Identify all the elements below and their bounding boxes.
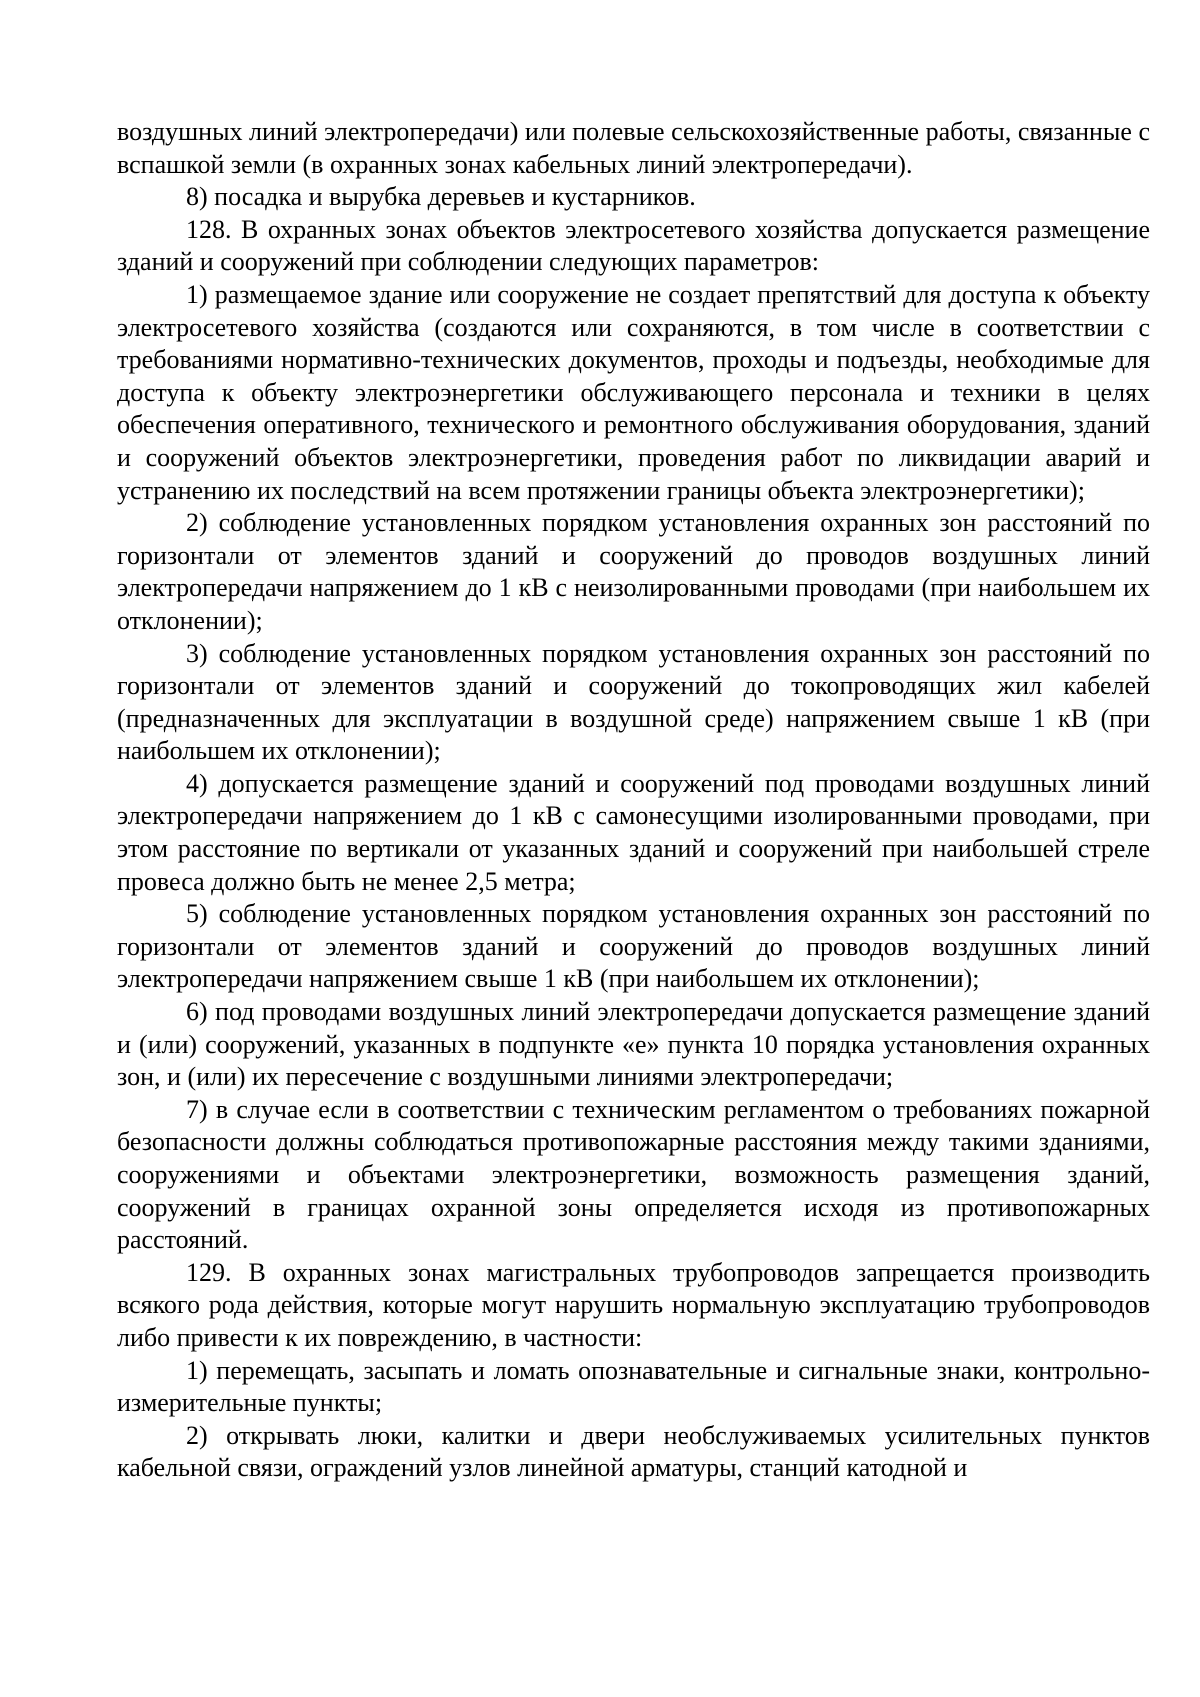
paragraph-128-item-7: 7) в случае если в соответствии с техническим регламентом о требованиях пожарной безопасности должны соблюдаться противопожарные расстояния между такими зданиями, сооружениями и объектами электроэнергетики, возможность размещения зданий, сооружений в границах охранной зоны определяется исходя из противопожарных расстояний. (117, 1094, 1150, 1255)
paragraph-continuation: воздушных линий электропередачи) или полевые сельскохозяйственные работы, связанные с вспашкой земли (в охранных зонах кабельных линий электропередачи). (117, 117, 1150, 179)
paragraph-128-item-4: 4) допускается размещение зданий и сооружений под проводами воздушных линий электропередачи напряжением до 1 кВ с самонесущими изолированными проводами, при этом расстояние по вертикали от указанных зданий и сооружений при наибольшей стреле провеса должно быть не менее 2,5 метра; (117, 768, 1150, 896)
paragraph-item-8: 8) посадка и вырубка деревьев и кустарников. (186, 182, 696, 212)
paragraph-129: 129. В охранных зонах магистральных трубопроводов запрещается производить всякого рода действия, которые могут нарушить нормальную эксплуатацию трубопроводов либо привести к их повреждению, в частности: (117, 1257, 1150, 1352)
paragraph-129-item-1: 1) перемещать, засыпать и ломать опознавательные и сигнальные знаки, контрольно-измерительные пункты; (117, 1355, 1150, 1418)
paragraph-128: 128. В охранных зонах объектов электросетевого хозяйства допускается размещение зданий и сооружений при соблюдении следующих параметров: (117, 214, 1150, 277)
paragraph-128-item-1: 1) размещаемое здание или сооружение не создает препятствий для доступа к объекту электросетевого хозяйства (создаются или сохраняются, в том числе в соответствии с требованиями нормативно-технических документов, проходы и подъезды, необходимые для доступа к объекту электроэнергетики обслуживающего персонала и техники в целях обеспечения оперативного, технического и ремонтного обслуживания оборудования, зданий и сооружений объектов электроэнергетики, проведения работ по ликвидации аварий и устранению их последствий на всем протяжении границы объекта электроэнергетики); (117, 279, 1150, 505)
paragraph-128-item-3: 3) соблюдение установленных порядком установления охранных зон расстояний по горизонтали от элементов зданий и сооружений до токопроводящих жил кабелей (предназначенных для эксплуатации в воздушной среде) напряжением свыше 1 кВ (при наибольшем их отклонении); (117, 638, 1150, 766)
paragraph-128-item-5: 5) соблюдение установленных порядком установления охранных зон расстояний по горизонтали от элементов зданий и сооружений до проводов воздушных линий электропередачи напряжением свыше 1 кВ (при наибольшем их отклонении); (117, 899, 1150, 994)
paragraph-128-item-2: 2) соблюдение установленных порядком установления охранных зон расстояний по горизонтали от элементов зданий и сооружений до проводов воздушных линий электропередачи напряжением до 1 кВ с неизолированными проводами (при наибольшем их отклонении); (117, 508, 1150, 635)
paragraph-128-item-6: 6) под проводами воздушных линий электропередачи допускается размещение зданий и (или) сооружений, указанных в подпункте «е» пункта 10 порядка установления охранных зон, и (или) их пересечение с воздушными линиями электропередачи; (117, 997, 1150, 1092)
document-page (117, 116, 1150, 1485)
paragraph-129-item-2: 2) открывать люки, калитки и двери необслуживаемых усилительных пунктов кабельной связи, ограждений узлов линейной арматуры, станций катодной и (117, 1420, 1150, 1483)
